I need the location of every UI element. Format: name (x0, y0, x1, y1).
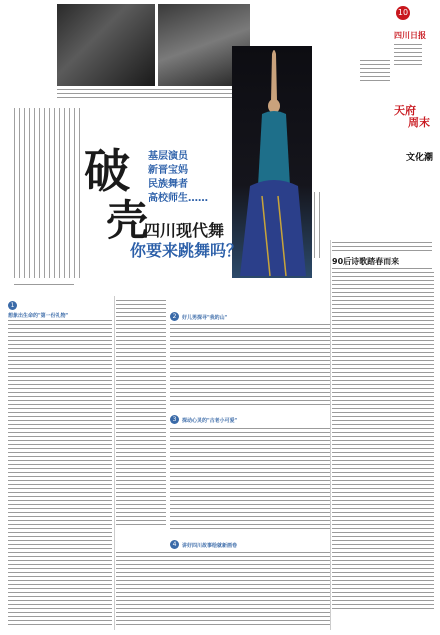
headline-char-1: 破 (84, 144, 130, 198)
headline-char-2: 壳 (106, 196, 149, 245)
section-2-col-a (116, 300, 166, 528)
column-title-a: 天府 (394, 104, 416, 117)
masthead-date (360, 60, 390, 84)
masthead (392, 2, 438, 202)
column-divider (114, 296, 115, 630)
headline-tags (148, 150, 208, 206)
headline-tag: 高校师生…… (148, 193, 208, 204)
masthead-meta (394, 44, 422, 66)
section-3-body (170, 428, 330, 532)
intro-body-text (14, 108, 84, 278)
section-3-badge: 3 (170, 415, 179, 424)
headline-tag: 基层演员 (148, 151, 188, 162)
section-4-badge: 4 (170, 540, 179, 549)
headline-main: 四川现代舞 (144, 221, 225, 240)
section-2-title: 好儿男探寻"我的山" (182, 315, 228, 321)
column-title-b: 周末 (408, 116, 430, 129)
section-1-body (8, 320, 112, 628)
section-1-title: 想象出生命的"第一份礼物" (8, 313, 69, 319)
dancer-photo (232, 46, 312, 278)
paper-name: 四川日报 (394, 30, 426, 40)
side-story-body (332, 272, 434, 612)
section-2-badge: 2 (170, 312, 179, 321)
intro-byline (14, 284, 74, 288)
headline-tag: 新晋宝妈 (148, 165, 188, 176)
dancer-figure (232, 46, 312, 278)
section-4-title: 讲好四川故事绘就新画卷 (182, 543, 238, 549)
side-story-title: 90后诗歌踏春而来 (332, 257, 400, 266)
section-2-col-b (170, 324, 330, 408)
column-subtitle: 文化潮 (406, 153, 434, 163)
section-1-badge: 1 (8, 301, 17, 310)
column-divider (330, 240, 331, 630)
section-3-title: 探动心灵的"古老小可爱" (182, 418, 238, 424)
photo-caption (57, 89, 250, 98)
headline-tag: 民族舞者 (148, 179, 188, 190)
headline-question: 你要来跳舞吗？ (130, 241, 243, 260)
page-number-badge: 10 (396, 6, 410, 20)
side-story-rule (332, 268, 432, 269)
side-story-kicker (332, 242, 432, 251)
dance-photo-group (57, 4, 155, 86)
vertical-photo-caption (314, 192, 324, 258)
section-4-body (116, 552, 330, 628)
